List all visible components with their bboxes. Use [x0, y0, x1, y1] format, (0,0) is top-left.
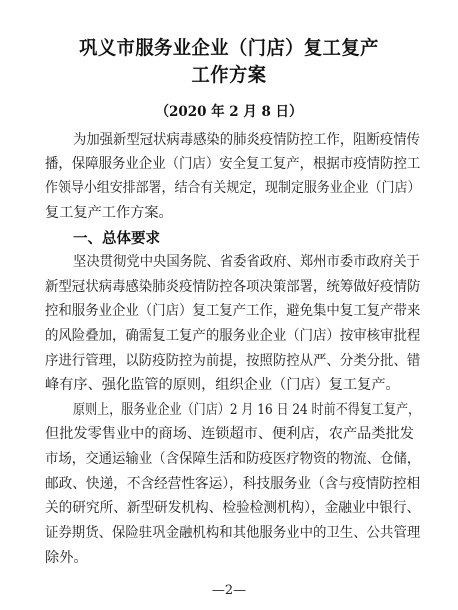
paragraph-2-line-6: 峰有序、强化监管的原则，组织企业（门店）复工复产。	[45, 377, 400, 393]
paragraph-3-line-2: 但批发零售业中的商场、连锁超市、便利店，农产品类批发	[45, 426, 414, 442]
paragraph-1-line-2: 播，保障服务业企业（门店）安全复工复产，根据市疫情防控工	[45, 156, 421, 172]
section-1-heading: 一、总体要求	[73, 231, 160, 247]
document-title-line-2: 工作方案	[191, 64, 267, 86]
paragraph-3-line-3: 市场，交通运输业（含保障生活和防疫医疗物资的物流、仓储，	[45, 451, 421, 467]
paragraph-3-line-4: 邮政、快递，不含经营性客运），科技服务业（含与疫情防控相	[45, 476, 421, 492]
paragraph-2-line-2: 新型冠状病毒感染肺炎疫情防控各项决策部署，统筹做好疫情防	[45, 279, 421, 295]
paragraph-1-line-4: 复工复产工作方案。	[45, 205, 173, 221]
paragraph-2-line-4: 的风险叠加，确需复工复产的服务业企业（门店）按审核审批程	[45, 328, 421, 344]
paragraph-3-line-5: 关的研究所、新型研发机构、检验检测机构），金融业中银行、	[45, 500, 421, 516]
page-number: —2—	[211, 583, 247, 598]
document-title-line-1: 巩义市服务业企业（门店）复工复产	[79, 37, 379, 59]
paragraph-1-line-3: 作领导小组安排部署，结合有关规定，现制定服务业企业（门店）	[45, 180, 421, 196]
paragraph-2-line-5: 序进行管理，以防疫防控为前提，按照防控从严、分类分批、错	[45, 353, 421, 369]
paragraph-2-line-3: 控和服务业企业（门店）复工复产工作，避免集中复工复产带来	[45, 303, 421, 319]
paragraph-3-line-7: 除外。	[45, 550, 88, 566]
paragraph-3-line-1: 原则上，服务业企业（门店）2 月 16 日 24 时前不得复工复产，	[73, 402, 421, 418]
paragraph-3-line-6: 证券期货、保险驻巩金融机构和其他服务业中的卫生、公共管理	[45, 525, 421, 541]
paragraph-1-line-1: 为加强新型冠状病毒感染的肺炎疫情防控工作，阻断疫情传	[73, 132, 420, 148]
paragraph-2-line-1: 坚决贯彻党中央国务院、省委省政府、郑州市委市政府关于	[73, 254, 420, 270]
document-date: （2020 年 2 月 8 日）	[155, 104, 303, 120]
